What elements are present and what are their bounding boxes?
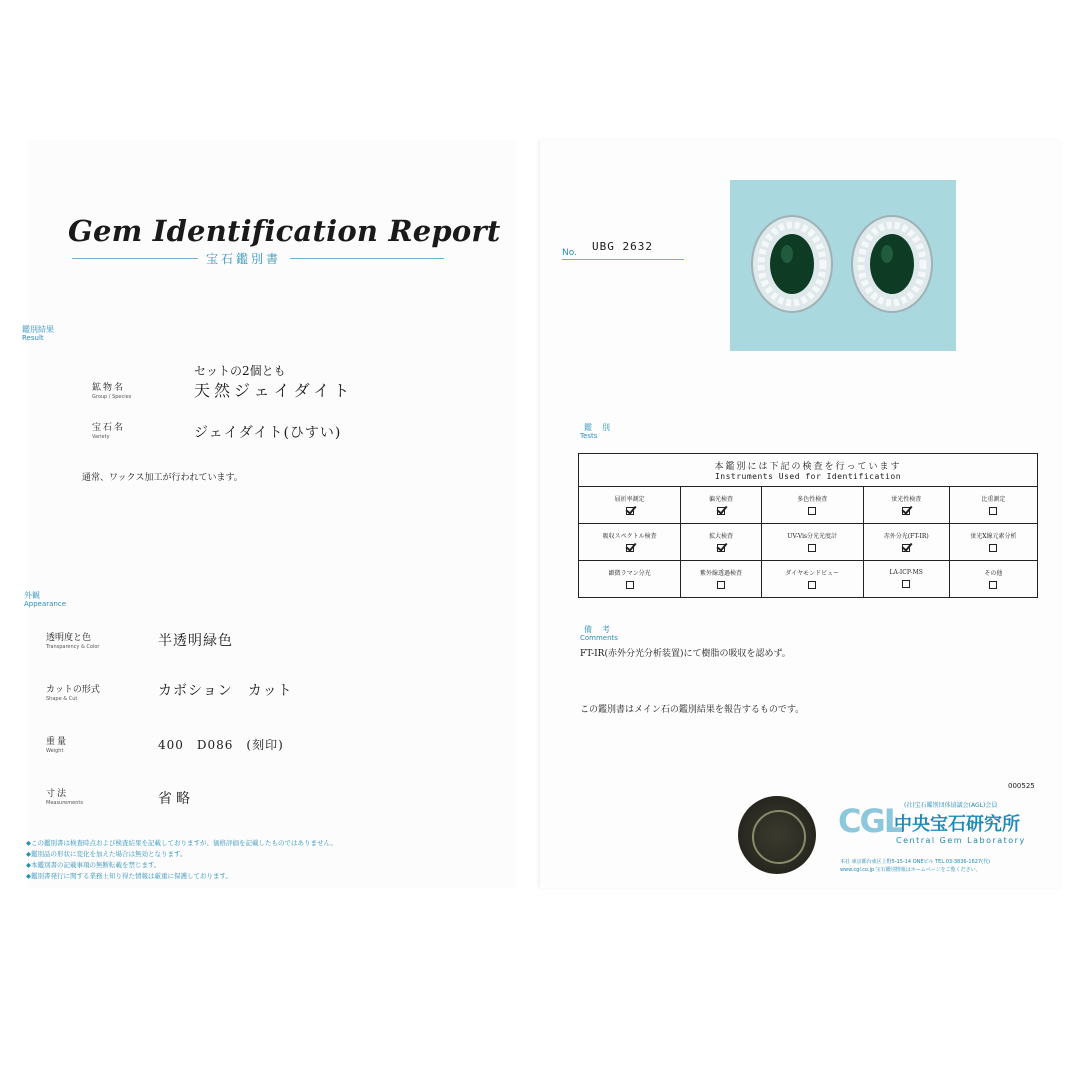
color-label-en: Transparency & Color <box>46 644 100 650</box>
footnote: ◆鑑別品の形状に変化を加えた場合は無効となります。 <box>26 850 187 858</box>
report-subtitle: 宝石鑑別書 <box>206 252 282 266</box>
earring-left <box>752 216 832 312</box>
color-value: 半透明緑色 <box>158 633 233 649</box>
species-value: 天然ジェイダイト <box>194 381 354 400</box>
instruments-header-en: Instruments Used for Identification <box>714 472 902 481</box>
test-cell <box>681 487 762 524</box>
test-label: 蛍光X線元素分析 <box>970 532 1017 540</box>
test-label: その他 <box>984 569 1003 577</box>
footnote: ◆この鑑別書は検査時点および検査結果を記載しておりますが、価格評価を記載したものではありません。 <box>26 839 337 847</box>
test-cell <box>761 487 863 524</box>
comment-line-2: この鑑別書はメイン石の鑑別結果を報告するものです。 <box>580 705 805 715</box>
measurements-value: 省略 <box>158 791 194 807</box>
test-cell <box>761 561 863 598</box>
instruments-table <box>578 453 1038 598</box>
result-heading: 鑑別結果 <box>22 325 54 334</box>
jadeite-earrings-image <box>730 180 956 351</box>
lab-address: 本社 東京都台東区上野5-15-14 ONEビル TEL.03-3836-1627(代) <box>840 859 991 865</box>
checked-box-icon <box>902 507 910 515</box>
test-cell <box>761 524 863 561</box>
test-cell <box>681 561 762 598</box>
empty-box-icon <box>808 581 816 589</box>
measurements-label: 寸法 <box>46 789 69 799</box>
test-cell <box>949 524 1037 561</box>
test-cell <box>949 561 1037 598</box>
table-row <box>579 487 1038 524</box>
result-heading-en: Result <box>22 334 44 342</box>
cut-label-en: Shape & Cut <box>46 696 78 702</box>
empty-box-icon <box>989 581 997 589</box>
lab-website: www.cgl.co.jp 宝石鑑別情報はホームページをご覧ください。 <box>840 867 981 873</box>
table-header-row <box>579 454 1038 487</box>
test-label: 屈折率測定 <box>614 495 645 503</box>
table-row <box>579 561 1038 598</box>
checked-box-icon <box>717 544 725 552</box>
empty-box-icon <box>626 581 634 589</box>
test-cell <box>863 561 949 598</box>
footnote: ◆本鑑別書の記載事項の無断転載を禁じます。 <box>26 861 161 869</box>
checked-box-icon <box>902 544 910 552</box>
footnote: ◆鑑別書発行に関する業務上知り得た情報は厳重に保護しております。 <box>26 872 232 880</box>
variety-label-en: Variety <box>92 434 110 440</box>
lab-name: 中央宝石研究所 <box>894 814 1020 835</box>
checked-box-icon <box>626 544 634 552</box>
empty-box-icon <box>717 581 725 589</box>
test-label: 多色性検査 <box>797 495 828 503</box>
test-cell <box>579 524 681 561</box>
tests-heading: 鑑別 <box>584 423 620 432</box>
report-number: UBG 2632 <box>592 240 653 253</box>
color-label: 透明度と色 <box>46 633 92 643</box>
empty-box-icon <box>989 507 997 515</box>
comments-heading: 備考 <box>584 625 620 634</box>
test-label: 蛍光性検査 <box>891 495 922 503</box>
checked-box-icon <box>626 507 634 515</box>
comment-line-1: FT-IR(赤外分光分析装置)にて樹脂の吸収を認めず。 <box>580 649 791 659</box>
test-label: 顕微ラマン分光 <box>608 569 651 577</box>
report-number-rule <box>562 259 684 260</box>
test-label: 吸収スペクトル検査 <box>602 532 657 540</box>
appearance-heading-en: Appearance <box>24 600 67 608</box>
cut-value: カボション カット <box>158 683 293 699</box>
report-left-page <box>22 140 516 888</box>
instruments-header <box>579 454 1038 487</box>
test-label: ダイヤモンドビュー <box>785 569 840 577</box>
test-label: 紫外線透過検査 <box>699 569 742 577</box>
test-label: 偏光検査 <box>708 495 733 503</box>
test-cell <box>579 561 681 598</box>
empty-box-icon <box>808 544 816 552</box>
species-prefix: セットの2個とも <box>194 364 286 378</box>
test-label: UV-Vis分光光度計 <box>787 532 838 540</box>
checked-box-icon <box>717 507 725 515</box>
cut-label: カットの形式 <box>46 685 100 695</box>
species-label-en: Group / Species <box>92 394 132 400</box>
test-cell <box>681 524 762 561</box>
test-cell <box>949 487 1037 524</box>
weight-value: 400 D086 (刻印) <box>158 738 284 752</box>
report-right-page <box>540 140 1062 888</box>
report-title: Gem Identification Report <box>68 214 501 248</box>
weight-label: 重量 <box>46 737 69 747</box>
weight-label-en: Weight <box>46 748 64 754</box>
variety-label: 宝石名 <box>92 423 126 433</box>
subtitle-rule-right <box>290 258 444 259</box>
cgl-logo: CGL <box>838 802 903 840</box>
comments-heading-en: Comments <box>580 634 618 642</box>
tests-heading-en: Tests <box>580 432 598 440</box>
instruments-header-jp: 本鑑別には下記の検査を行っています <box>714 462 902 472</box>
test-cell <box>579 487 681 524</box>
report-number-label: No. <box>562 248 577 258</box>
test-label: LA-ICP-MS <box>889 568 923 576</box>
treatment-note: 通常、ワックス加工が行われています。 <box>82 473 243 483</box>
species-label: 鉱物名 <box>92 383 126 393</box>
test-cell <box>863 524 949 561</box>
lab-affiliation: (社)宝石鑑別団体協議会(AGL)会員 <box>904 802 998 809</box>
gem-photo <box>730 180 956 351</box>
test-label: 比重測定 <box>981 495 1006 503</box>
test-label: 赤外分光(FT-IR) <box>883 532 929 540</box>
table-row <box>579 524 1038 561</box>
test-label: 拡大検査 <box>708 532 733 540</box>
appearance-heading: 外観 <box>24 591 40 600</box>
subtitle-rule-left <box>72 258 198 259</box>
test-cell <box>863 487 949 524</box>
lab-name-en: Central Gem Laboratory <box>896 836 1026 845</box>
variety-value: ジェイダイト(ひすい) <box>194 425 342 441</box>
measurements-label-en: Measurements <box>46 800 83 806</box>
empty-box-icon <box>989 544 997 552</box>
empty-box-icon <box>902 580 910 588</box>
earring-right <box>852 216 932 312</box>
lab-seal-ring <box>752 810 806 864</box>
serial-number: 000525 <box>1008 782 1035 790</box>
empty-box-icon <box>808 507 816 515</box>
